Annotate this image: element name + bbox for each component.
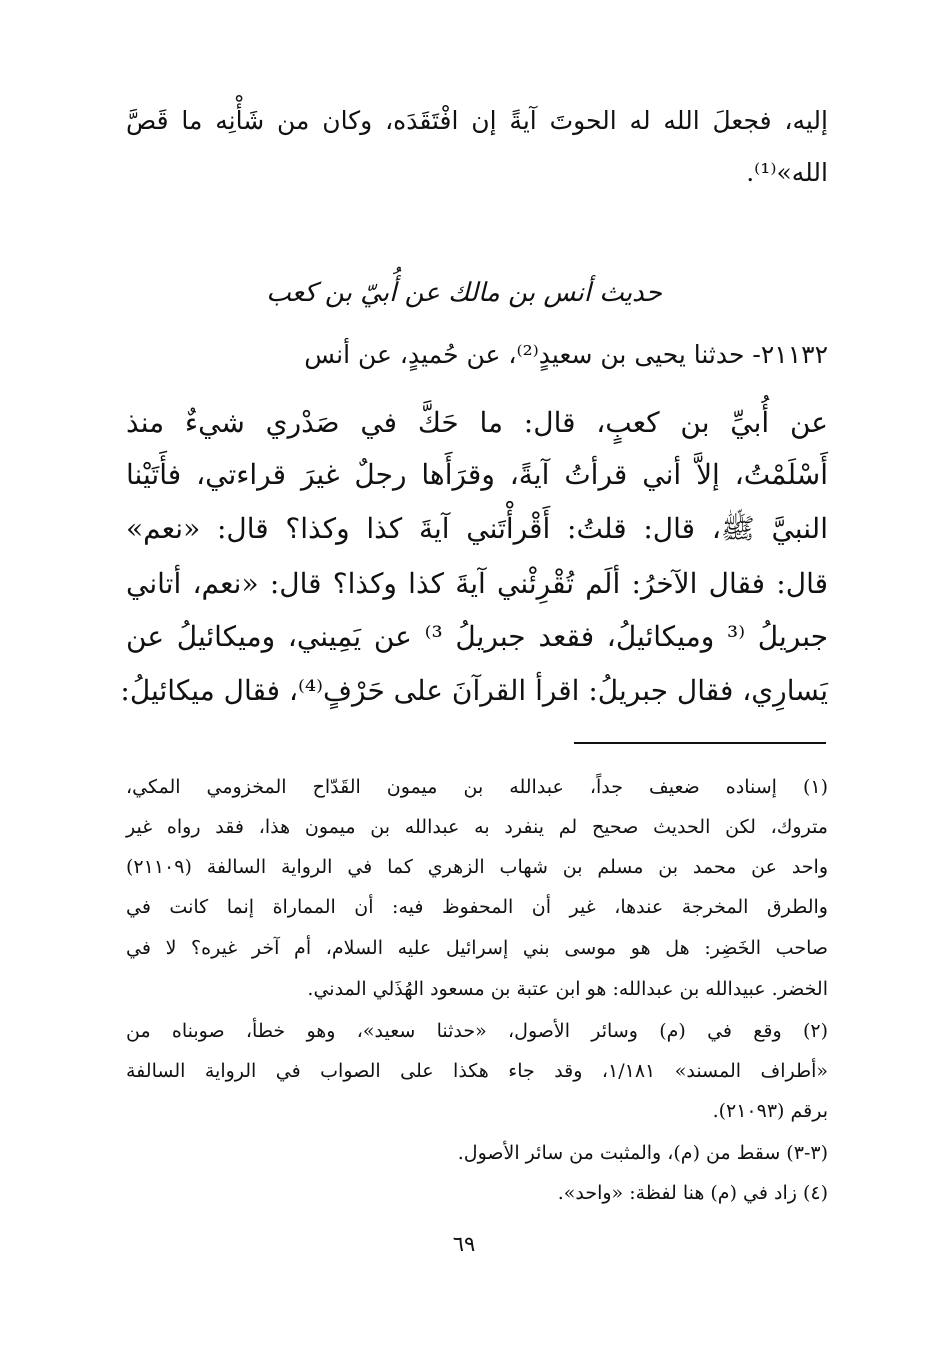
footnote-2-line-3: برقم (٢١٠٩٣). <box>712 1100 828 1122</box>
footnote-separator <box>574 742 826 744</box>
hadith-line-3: النبيَّ ﷺ، قال: قلتُ: أَقْرأْتَني آيةَ كذا وكذا؟ قال: «نعم» <box>126 512 828 545</box>
footnote-4: (٤) زاد في (م) هنا لفظة: «واحد». <box>557 1182 828 1204</box>
footnote-1-line-2: متروك، لكن الحديث صحيح لم ينفرد به عبدالله بن ميمون هذا، فقد رواه غير <box>126 816 828 838</box>
footnote-1-line-6: الخضر. عبيدالله بن عبدالله: هو ابن عتبة بن مسعود الهُذَلي المدني. <box>307 978 828 1000</box>
hadith-line-4: قال: فقال الآخرُ: ألَم تُقْرِئْني آيةَ كذا وكذا؟ قال: «نعم، أتاني <box>126 567 828 600</box>
hadith-line-5: جبريلُ ⁽³ وميكائيلُ، فقعد جبريلُ ³⁾ عن يَمِيني، وميكائيلُ عن <box>126 620 829 653</box>
intro-line-1: إليه، فجعلَ الله له الحوتَ آيةً إن افْتَقَدَه، وكان من شَأْنِه ما قَصَّ <box>126 106 828 135</box>
footnote-1-line-5: صاحب الخَضِر: هل هو موسى بني إسرائيل عليه السلام، أم آخر غيره؟ لا في <box>126 937 828 959</box>
hadith-line-1: عن أُبيِّ بن كعبٍ، قال: ما حَكَّ في صَدْري شيءٌ منذ <box>126 406 828 439</box>
hadith-number-line: ٢١١٣٢- حدثنا يحيى بن سعيدٍ⁽²⁾، عن حُميدٍ، عن أنس <box>304 340 828 369</box>
section-heading: حديث أنس بن مالك عن أُبيّ بن كعب <box>266 278 662 308</box>
footnote-3: (٣-٣) سقط من (م)، والمثبت من سائر الأصول. <box>457 1142 828 1164</box>
footnote-1-line-1: (١) إسناده ضعيف جداً، عبدالله بن ميمون القَدّاح المخزومي المكي، <box>126 776 828 798</box>
footnote-2-line-1: (٢) وقع في (م) وسائر الأصول، «حدثنا سعيد»، وهو خطأ، صوبناه من <box>126 1020 828 1042</box>
intro-line-2: الله»⁽¹⁾. <box>746 158 828 187</box>
page-number: ٦٩ <box>452 1232 476 1256</box>
footnote-2-line-2: «أطراف المسند» ١/١٨١، وقد جاء هكذا على الصواب في الرواية السالفة <box>126 1060 828 1082</box>
footnote-1-line-4: والطرق المخرجة عندها، غير أن المحفوظ فيه: أن المماراة إنما كانت في <box>126 896 828 918</box>
footnote-1-line-3: واحد عن محمد بن مسلم بن شهاب الزهري كما في الرواية السالفة (٢١١٠٩) <box>126 856 828 878</box>
hadith-line-2: أَسْلَمْتُ، إلاَّ أني قرأتُ آيةً، وقرَأَها رجلٌ غيرَ قراءتي، فأَتَيْنا <box>126 458 828 491</box>
hadith-line-6: يَسارِي، فقال جبريلُ: اقرأ القرآنَ على حَرْفٍ⁽⁴⁾، فقال ميكائيلُ: <box>120 674 828 707</box>
